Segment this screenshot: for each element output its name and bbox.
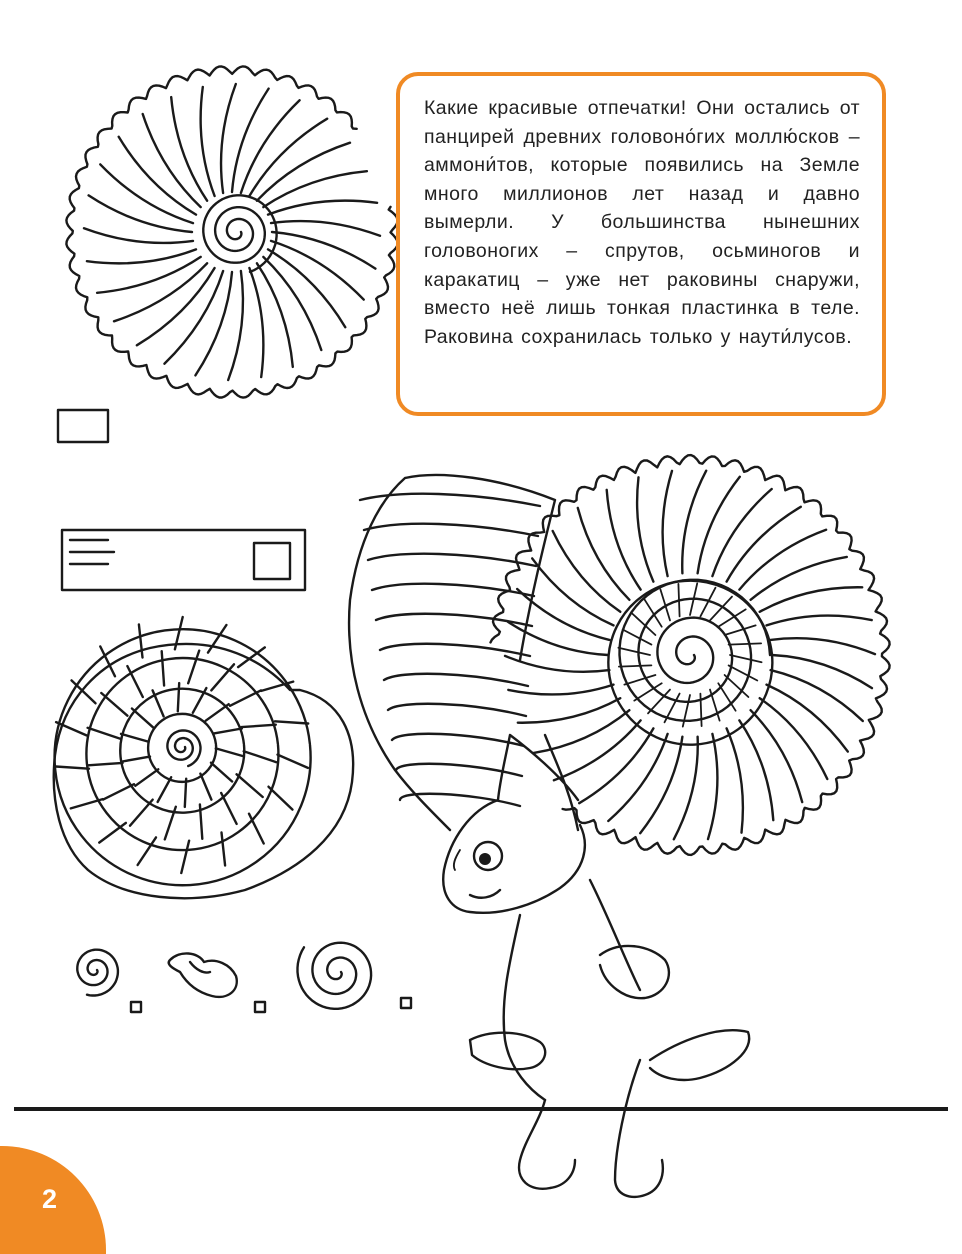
giant-ammonite-shell: [349, 455, 890, 855]
info-text: Какие красивые отпечатки! Они остались от панцирей древних головоно́гих моллю́сков – аммони́тов, которые появились на Земле много миллионов лет назад и давно вымерли. У большинства нынешних головоногих – спрутов, осьминогов и каракатиц – уже нет раковины снаружи, вместо неё лишь тонкая пластинка в теле. Раковина сохранилась только у наути́лусов.: [424, 97, 860, 348]
info-box: [396, 72, 886, 416]
ammonite-fossil-top: [66, 66, 397, 397]
small-shells-row: [77, 943, 411, 1012]
ammonite-fossil-middle: [54, 617, 353, 898]
kitten-character: [443, 735, 749, 1197]
page-number: 2: [42, 1184, 58, 1214]
label-card-with-lines: [62, 530, 305, 590]
label-box-empty: [58, 410, 108, 442]
